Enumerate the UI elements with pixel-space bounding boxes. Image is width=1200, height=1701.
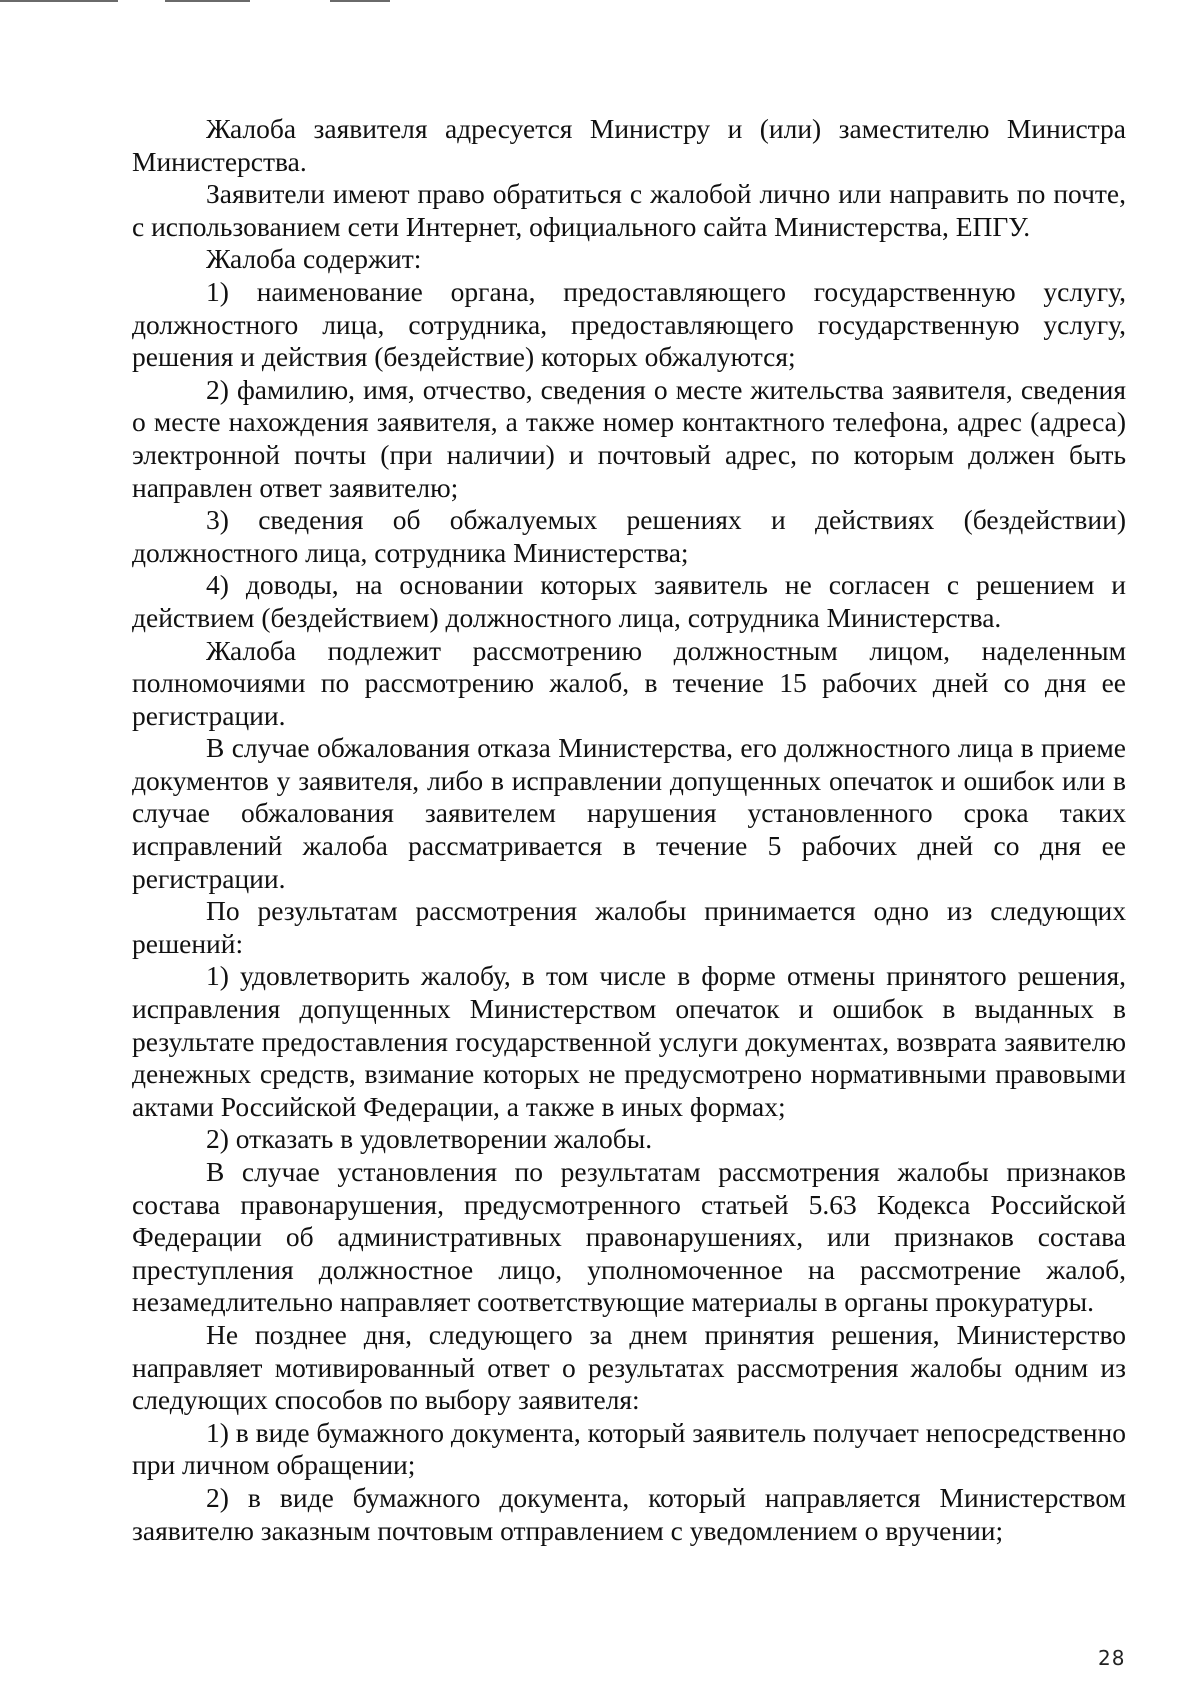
paragraph-offense-signs: В случае установления по результатам рассмотрения жалобы признаков состава правонарушения, предусмотренного статьей 5.63 Кодекса Российской Федерации об административных правонарушениях, или признаков состава преступления должностное лицо, уполномоченное на рассмотрение жалоб, незамедлительно направляет соответствующие материалы в органы прокуратуры. [132, 1156, 1126, 1318]
document-body [132, 113, 1126, 1547]
paragraph-review-results: По результатам рассмотрения жалобы принимается одно из следующих решений: [132, 895, 1126, 959]
paragraph-review-term: Жалоба подлежит рассмотрению должностным лицом, наделенным полномочиями по рассмотрению жалоб, в течение 15 рабочих дней со дня ее регистрации. [132, 634, 1126, 731]
list-item-response-1: 1) в виде бумажного документа, который заявитель получает непосредственно при личном обращении; [132, 1416, 1126, 1481]
page-number: 28 [1098, 1646, 1126, 1670]
paragraph-refusal-appeal: В случае обжалования отказа Министерства, его должностного лица в приеме документов у заявителя, либо в исправлении допущенных опечаток и ошибок или в случае обжалования заявителем нарушения установленного срока таких исправлений жалоба рассматривается в течение 5 рабочих дней со дня ее регистрации. [132, 732, 1126, 894]
list-item-decision-1: 1) удовлетворить жалобу, в том числе в форме отмены принятого решения, исправления допущенных Министерством опечаток и ошибок в выданных в результате предоставления государственной услуги документах, возврата заявителю денежных средств, взимание которых не предусмотрено нормативными правовыми актами Российской Федерации, а также в иных формах; [132, 960, 1126, 1122]
list-item-contents-3: 3) сведения об обжалуемых решениях и действиях (бездействии) должностного лица, сотрудника Министерства; [132, 504, 1126, 568]
list-item-contents-4: 4) доводы, на основании которых заявитель не согласен с решением и действием (бездействием) должностного лица, сотрудника Министерства. [132, 569, 1126, 633]
list-item-response-2: 2) в виде бумажного документа, который направляется Министерством заявителю заказным почтовым отправлением с уведомлением о вручении; [132, 1481, 1126, 1546]
paragraph-complaint-contents: Жалоба содержит: [206, 243, 422, 275]
paragraph-submission-ways: Заявители имеют право обратиться с жалобой лично или направить по почте, с использованием сети Интернет, официального сайта Министерства, ЕПГУ. [132, 178, 1126, 242]
paragraph-addressee: Жалоба заявителя адресуется Министру и (или) заместителю Министра Министерства. [132, 113, 1126, 177]
list-item-contents-1: 1) наименование органа, предоставляющего государственную услугу, должностного лица, сотрудника, предоставляющего государственную услугу, решения и действия (бездействие) которых обжалуются; [132, 275, 1126, 373]
list-item-decision-2: 2) отказать в удовлетворении жалобы. [206, 1123, 653, 1155]
paragraph-response-methods: Не позднее дня, следующего за днем принятия решения, Министерство направляет мотивированный ответ о результатах рассмотрения жалобы одним из следующих способов по выбору заявителя: [132, 1318, 1126, 1416]
list-item-contents-2: 2) фамилию, имя, отчество, сведения о месте жительства заявителя, сведения о месте нахождения заявителя, а также номер контактного телефона, адрес (адреса) электронной почты (при наличии) и почтовый адрес, по которым должен быть направлен ответ заявителю; [132, 373, 1126, 503]
scan-edge-marks [0, 0, 400, 4]
